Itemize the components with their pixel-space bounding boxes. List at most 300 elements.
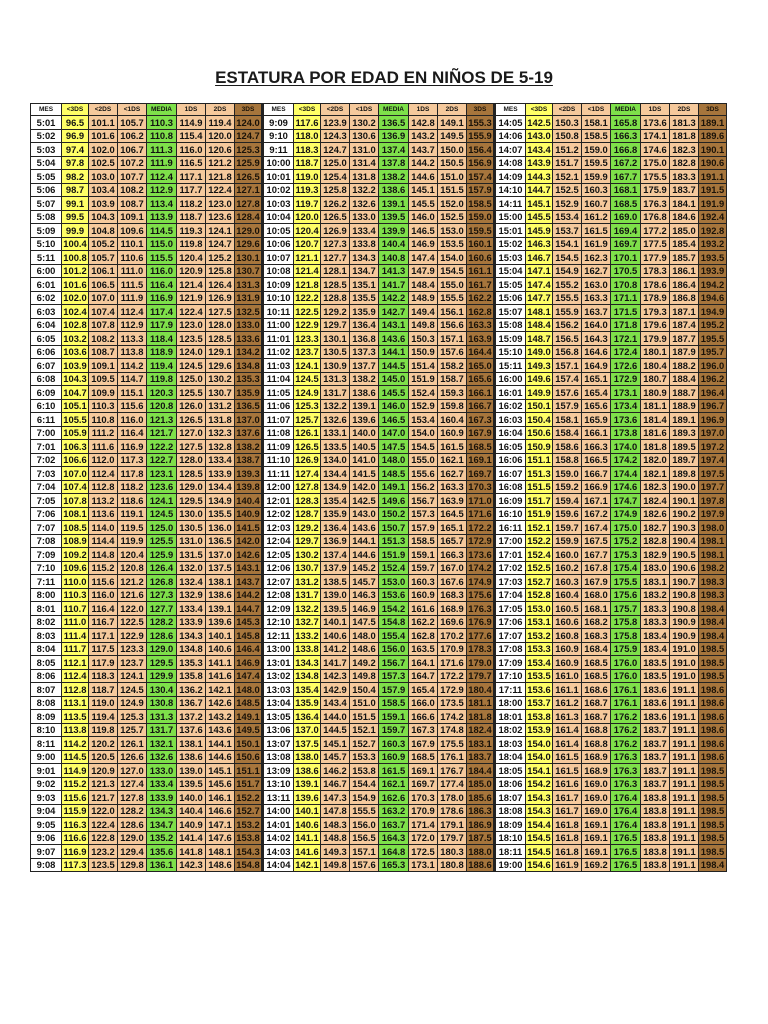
height-cell: 103.0 [89, 170, 118, 184]
height-cell: 165.0 [467, 359, 495, 373]
table-row [31, 615, 727, 629]
height-cell: 182.0 [641, 453, 670, 467]
height-cell: 165.4 [409, 683, 438, 697]
height-cell: 144.7 [527, 184, 551, 196]
height-cell: 140.1 [321, 615, 350, 629]
height-cell: 121.2 [118, 575, 147, 589]
height-cell: 174.2 [438, 710, 467, 724]
height-cell: 152.5 [527, 562, 551, 574]
height-cell: 124.1 [118, 669, 147, 683]
age-cell: 6:00 [31, 264, 62, 278]
height-cell: 103.6 [63, 346, 87, 358]
height-cell: 141.3 [379, 264, 409, 278]
height-cell: 196.9 [699, 413, 727, 427]
height-cell: 198.6 [699, 696, 727, 710]
age-cell: 10:04 [263, 210, 294, 224]
height-cell: 145.1 [206, 764, 235, 778]
height-cell: 148.0 [350, 629, 379, 643]
height-cell: 138.1 [206, 575, 235, 589]
height-cell: 183.4 [641, 629, 670, 643]
height-cell: 116.9 [62, 845, 89, 859]
height-cell: 151.0 [438, 170, 467, 184]
height-cell: 135.9 [295, 697, 319, 709]
height-cell: 178.6 [641, 278, 670, 292]
age-cell: 16:06 [495, 453, 526, 467]
age-cell: 13:02 [263, 669, 294, 683]
height-cell: 198.5 [699, 642, 727, 656]
height-cell: 140.1 [206, 629, 235, 643]
height-cell: 134.4 [206, 480, 235, 494]
height-cell: 138.6 [379, 183, 409, 197]
height-cell: 98.7 [62, 183, 89, 197]
height-cell: 123.6 [206, 210, 235, 224]
height-cell: 142.3 [321, 669, 350, 683]
height-cell: 139.8 [235, 480, 263, 494]
height-cell: 149.5 [438, 129, 467, 143]
height-cell: 171.5 [611, 305, 641, 319]
height-cell: 195.7 [699, 345, 727, 359]
height-cell: 135.5 [206, 507, 235, 521]
height-cell: 125.0 [147, 521, 177, 535]
height-cell: 197.4 [699, 453, 727, 467]
height-cell: 130.9 [321, 359, 350, 373]
height-cell: 117.3 [62, 858, 89, 872]
height-cell: 198.6 [699, 737, 727, 751]
height-cell: 172.9 [438, 683, 467, 697]
height-cell: 113.6 [89, 507, 118, 521]
height-cell: 168.1 [582, 602, 611, 616]
age-cell: 18:10 [495, 831, 526, 845]
height-cell: 154.9 [350, 791, 379, 805]
height-cell: 151.3 [527, 467, 551, 479]
height-cell: 182.9 [641, 548, 670, 562]
height-cell: 168.1 [611, 183, 641, 197]
table-row [31, 332, 727, 346]
age-cell: 17:05 [495, 602, 526, 616]
height-cell: 111.5 [118, 278, 147, 292]
height-cell: 155.5 [438, 291, 467, 305]
height-cell: 171.8 [611, 318, 641, 332]
height-cell: 123.5 [177, 332, 206, 346]
height-cell: 150.1 [235, 737, 263, 751]
height-cell: 196.4 [699, 386, 727, 400]
age-cell: 5:07 [31, 197, 62, 211]
height-cell: 108.9 [63, 535, 87, 547]
age-cell: 8:10 [31, 723, 62, 737]
height-cell: 167.9 [409, 737, 438, 751]
height-cell: 141.7 [321, 656, 350, 670]
height-cell: 176.3 [467, 602, 495, 616]
height-cell: 120.0 [206, 129, 235, 143]
height-cell: 156.0 [350, 818, 379, 832]
height-cell: 155.9 [553, 305, 582, 319]
table-row [31, 561, 727, 575]
height-cell: 180.3 [438, 845, 467, 859]
height-cell: 160.4 [438, 413, 467, 427]
height-cell: 195.2 [699, 318, 727, 332]
height-cell: 191.9 [699, 197, 727, 211]
height-cell: 150.7 [379, 521, 409, 535]
height-cell: 138.5 [321, 575, 350, 589]
height-cell: 157.4 [467, 170, 495, 184]
height-cell: 186.4 [670, 278, 699, 292]
height-cell: 111.0 [118, 264, 147, 278]
height-cell: 129.4 [118, 845, 147, 859]
height-cell: 127.3 [321, 237, 350, 251]
height-cell: 121.7 [147, 426, 177, 440]
height-cell: 182.7 [641, 521, 670, 535]
height-cell: 127.8 [235, 197, 263, 211]
height-cell: 124.5 [177, 359, 206, 373]
height-cell: 136.2 [177, 683, 206, 697]
age-cell: 6:06 [31, 345, 62, 359]
height-cell: 144.6 [409, 170, 438, 184]
height-cell: 122.2 [295, 292, 319, 304]
height-cell: 177.2 [641, 224, 670, 238]
height-cell: 170.8 [611, 278, 641, 292]
height-cell: 124.0 [177, 345, 206, 359]
height-cell: 158.8 [553, 453, 582, 467]
height-cell: 183.3 [641, 615, 670, 629]
height-cell: 169.1 [467, 453, 495, 467]
age-cell: 15:04 [495, 264, 526, 278]
height-cell: 182.8 [670, 156, 699, 170]
height-cell: 112.4 [89, 467, 118, 481]
height-cell: 136.9 [379, 129, 409, 143]
height-cell: 125.4 [321, 170, 350, 184]
height-cell: 174.4 [611, 467, 641, 481]
height-cell: 142.5 [527, 116, 551, 128]
height-cell: 178.3 [467, 642, 495, 656]
height-cell: 146.4 [235, 642, 263, 656]
height-cell: 121.1 [295, 251, 319, 263]
height-cell: 166.3 [438, 548, 467, 562]
height-cell: 100.8 [63, 251, 87, 263]
height-cell: 129.6 [235, 237, 263, 251]
height-cell: 190.8 [670, 602, 699, 616]
height-cell: 190.1 [670, 494, 699, 508]
height-cell: 118.2 [177, 197, 206, 211]
age-cell: 8:03 [31, 629, 62, 643]
age-cell: 12:00 [263, 480, 294, 494]
height-cell: 117.9 [89, 656, 118, 670]
height-cell: 152.9 [409, 399, 438, 413]
height-cell: 169.7 [467, 467, 495, 481]
height-cell: 115.6 [118, 399, 147, 413]
height-cell: 112.8 [89, 480, 118, 494]
height-cell: 132.2 [321, 399, 350, 413]
height-cell: 154.5 [409, 440, 438, 454]
height-cell: 121.3 [89, 777, 118, 791]
height-cell: 182.4 [467, 723, 495, 737]
column-header: 2DS [438, 104, 467, 116]
height-cell: 131.9 [235, 291, 263, 305]
height-cell: 133.4 [177, 602, 206, 616]
table-row [31, 453, 727, 467]
height-cell: 191.1 [699, 170, 727, 184]
height-cell: 144.5 [379, 359, 409, 373]
height-cell: 161.5 [553, 750, 582, 764]
height-cell: 143.1 [379, 318, 409, 332]
height-cell: 171.4 [409, 818, 438, 832]
height-cell: 110.3 [62, 588, 89, 602]
height-cell: 182.1 [641, 467, 670, 481]
height-cell: 166.3 [582, 440, 611, 454]
height-cell: 149.6 [379, 494, 409, 508]
height-cell: 165.8 [611, 116, 641, 130]
height-cell: 172.1 [611, 332, 641, 346]
height-cell: 115.1 [118, 386, 147, 400]
age-cell: 13:04 [263, 696, 294, 710]
age-cell: 5:04 [31, 156, 62, 170]
height-cell: 119.0 [89, 696, 118, 710]
height-cell: 133.4 [206, 453, 235, 467]
height-cell: 183.2 [641, 588, 670, 602]
height-cell: 145.1 [527, 197, 551, 209]
height-cell: 161.4 [553, 723, 582, 737]
height-cell: 167.3 [467, 413, 495, 427]
height-cell: 167.4 [582, 521, 611, 535]
height-cell: 106.3 [63, 440, 87, 452]
height-cell: 169.4 [611, 224, 641, 238]
height-cell: 152.1 [527, 521, 551, 533]
age-cell: 5:02 [31, 129, 62, 143]
height-cell: 157.9 [379, 683, 409, 697]
height-cell: 135.9 [350, 305, 379, 319]
height-cell: 127.8 [118, 791, 147, 805]
height-cell: 124.5 [147, 507, 177, 521]
table-row [31, 359, 727, 373]
height-cell: 161.7 [553, 791, 582, 805]
height-cell: 155.0 [409, 453, 438, 467]
height-cell: 132.6 [147, 750, 177, 764]
age-cell: 14:01 [263, 818, 294, 832]
height-cell: 101.2 [63, 265, 87, 277]
height-cell: 159.3 [438, 386, 467, 400]
height-cell: 168.3 [438, 588, 467, 602]
age-cell: 12:03 [263, 521, 294, 535]
height-cell: 171.0 [467, 494, 495, 508]
height-cell: 126.4 [147, 561, 177, 575]
height-cell: 169.1 [582, 845, 611, 859]
height-cell: 154.5 [438, 264, 467, 278]
height-cell: 139.3 [235, 467, 263, 481]
height-cell: 190.3 [670, 521, 699, 535]
height-cell: 153.8 [235, 831, 263, 845]
height-cell: 191.5 [699, 183, 727, 197]
height-cell: 152.4 [527, 548, 551, 560]
height-cell: 176.9 [467, 615, 495, 629]
height-cell: 138.2 [235, 440, 263, 454]
height-cell: 119.8 [147, 372, 177, 386]
height-cell: 123.1 [147, 467, 177, 481]
height-cell: 191.1 [670, 750, 699, 764]
height-cell: 191.1 [670, 791, 699, 805]
height-cell: 144.5 [321, 723, 350, 737]
height-cell: 139.5 [321, 602, 350, 616]
height-cell: 114.0 [89, 521, 118, 535]
height-cell: 165.9 [582, 413, 611, 427]
age-cell: 15:02 [495, 237, 526, 251]
height-cell: 134.9 [206, 494, 235, 508]
height-cell: 160.3 [409, 575, 438, 589]
height-cell: 159.1 [379, 710, 409, 724]
height-cell: 166.1 [582, 426, 611, 440]
height-cell: 133.0 [147, 764, 177, 778]
height-cell: 122.4 [177, 305, 206, 319]
table-row [31, 413, 727, 427]
height-cell: 159.9 [582, 170, 611, 184]
age-cell: 18:11 [495, 845, 526, 859]
height-cell: 119.9 [118, 534, 147, 548]
age-cell: 12:11 [263, 629, 294, 643]
height-cell: 182.3 [641, 480, 670, 494]
height-cell: 159.0 [582, 143, 611, 157]
height-cell: 191.1 [670, 737, 699, 751]
height-cell: 156.5 [553, 332, 582, 346]
height-cell: 149.1 [379, 480, 409, 494]
height-cell: 154.0 [527, 751, 551, 763]
height-cell: 176.1 [438, 750, 467, 764]
age-cell: 9:11 [263, 143, 294, 157]
height-cell: 121.8 [295, 278, 319, 290]
height-cell: 130.2 [206, 372, 235, 386]
height-cell: 167.7 [582, 548, 611, 562]
column-header: MES [31, 104, 62, 116]
age-cell: 7:06 [31, 507, 62, 521]
column-header: <2DS [321, 104, 350, 116]
height-cell: 174.6 [641, 143, 670, 157]
height-cell: 198.5 [699, 669, 727, 683]
height-cell: 127.5 [206, 305, 235, 319]
height-cell: 175.5 [611, 575, 641, 589]
height-cell: 125.5 [177, 386, 206, 400]
height-cell: 142.6 [235, 548, 263, 562]
height-cell: 112.9 [118, 318, 147, 332]
height-cell: 134.8 [177, 642, 206, 656]
height-cell: 167.0 [438, 561, 467, 575]
height-cell: 183.7 [641, 737, 670, 751]
age-cell: 6:04 [31, 318, 62, 332]
height-cell: 133.4 [147, 777, 177, 791]
age-cell: 5:08 [31, 210, 62, 224]
height-cell: 164.1 [409, 656, 438, 670]
height-cell: 150.6 [235, 750, 263, 764]
height-cell: 102.4 [63, 305, 87, 317]
height-cell: 177.5 [641, 237, 670, 251]
height-cell: 135.3 [177, 656, 206, 670]
height-cell: 149.3 [321, 845, 350, 859]
height-cell: 116.9 [147, 291, 177, 305]
height-cell: 164.5 [438, 507, 467, 521]
height-cell: 126.1 [295, 427, 319, 439]
height-cell: 188.9 [670, 399, 699, 413]
height-cell: 149.1 [235, 710, 263, 724]
height-cell: 165.6 [467, 372, 495, 386]
height-cell: 163.7 [582, 305, 611, 319]
column-header: MEDIA [379, 104, 409, 116]
height-cell: 119.4 [89, 710, 118, 724]
age-cell: 13:00 [263, 642, 294, 656]
age-cell: 5:01 [31, 116, 62, 130]
height-cell: 133.1 [321, 426, 350, 440]
height-cell: 110.3 [89, 399, 118, 413]
height-cell: 128.6 [118, 818, 147, 832]
height-cell: 158.2 [438, 359, 467, 373]
height-cell: 97.8 [62, 156, 89, 170]
height-cell: 160.9 [553, 656, 582, 670]
age-cell: 19:00 [495, 858, 526, 872]
height-cell: 105.5 [63, 413, 87, 425]
height-cell: 176.5 [611, 845, 641, 859]
height-cell: 190.9 [670, 629, 699, 643]
height-cell: 136.7 [177, 696, 206, 710]
height-cell: 194.9 [699, 305, 727, 319]
height-cell: 102.5 [89, 156, 118, 170]
height-cell: 131.3 [147, 710, 177, 724]
height-cell: 121.3 [147, 413, 177, 427]
height-cell: 168.0 [582, 588, 611, 602]
height-cell: 198.3 [699, 575, 727, 589]
height-cell: 176.1 [611, 683, 641, 697]
height-cell: 161.9 [553, 858, 582, 872]
height-cell: 176.5 [611, 858, 641, 872]
height-cell: 150.4 [350, 683, 379, 697]
height-cell: 183.7 [641, 750, 670, 764]
age-cell: 9:05 [31, 818, 62, 832]
height-cell: 168.5 [582, 656, 611, 670]
height-cell: 176.3 [611, 750, 641, 764]
height-cell: 187.5 [467, 831, 495, 845]
height-cell: 131.7 [147, 723, 177, 737]
height-cell: 145.2 [350, 561, 379, 575]
height-cell: 136.4 [350, 318, 379, 332]
height-cell: 147.4 [527, 278, 551, 290]
height-cell: 175.7 [611, 602, 641, 616]
height-cell: 166.5 [582, 453, 611, 467]
table-row [31, 683, 727, 697]
height-cell: 159.2 [553, 480, 582, 494]
height-cell: 134.3 [295, 656, 319, 668]
height-cell: 124.7 [321, 143, 350, 157]
height-cell: 191.0 [670, 656, 699, 670]
height-cell: 156.2 [409, 480, 438, 494]
height-cell: 146.6 [206, 804, 235, 818]
height-cell: 176.0 [611, 669, 641, 683]
height-cell: 133.5 [321, 440, 350, 454]
height-cell: 189.3 [670, 426, 699, 440]
table-row [31, 521, 727, 535]
height-cell: 170.5 [611, 264, 641, 278]
height-cell: 146.0 [379, 399, 409, 413]
height-cell: 146.3 [350, 588, 379, 602]
height-cell: 141.1 [295, 832, 319, 844]
height-cell: 120.0 [295, 211, 319, 223]
height-cell: 176.3 [641, 197, 670, 211]
table-row [31, 845, 727, 859]
age-cell: 16:07 [495, 467, 526, 481]
height-cell: 161.6 [409, 602, 438, 616]
table-row [31, 318, 727, 332]
height-cell: 151.7 [527, 494, 551, 506]
height-cell: 137.5 [206, 561, 235, 575]
table-row [31, 534, 727, 548]
height-cell: 169.0 [582, 777, 611, 791]
height-cell: 158.5 [582, 129, 611, 143]
height-cell: 140.6 [206, 642, 235, 656]
height-cell: 114.2 [62, 737, 89, 751]
height-cell: 132.3 [206, 426, 235, 440]
